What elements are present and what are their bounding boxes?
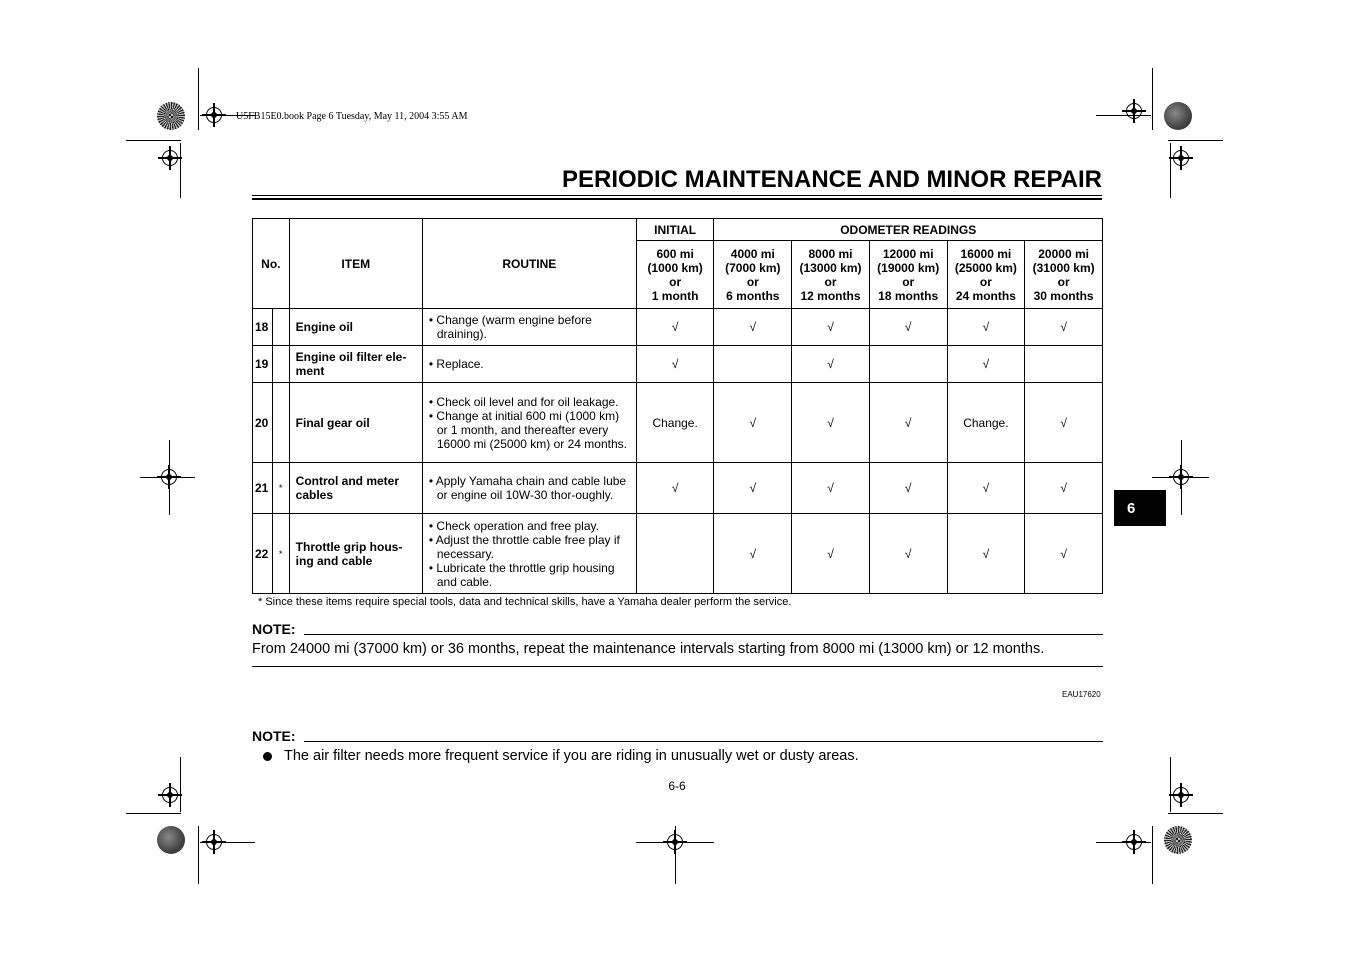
interval-cell: √ (714, 309, 792, 346)
crosshair-icon (1173, 150, 1189, 166)
routine-cell (422, 463, 636, 514)
header-interval-line: (25000 km) (954, 260, 1017, 275)
header-interval-line: or (979, 274, 992, 289)
dealer-mark (272, 309, 289, 346)
item-name: Engine oil (289, 309, 422, 346)
header-interval-line: (19000 km) (877, 260, 940, 275)
item-name: Final gear oil (289, 383, 422, 463)
interval-cell: √ (869, 383, 947, 463)
note-end-rule (252, 666, 1103, 667)
page-title: PERIODIC MAINTENANCE AND MINOR REPAIR (561, 166, 1102, 193)
header-interval-line: 16000 mi (960, 246, 1012, 261)
header-interval-line: (13000 km) (799, 260, 862, 275)
routine-cell (422, 309, 636, 346)
header-interval-line: or (669, 274, 682, 289)
table-row (253, 309, 1103, 346)
table-row (253, 463, 1103, 514)
routine-step: • Apply Yamaha chain and cable lube or engine oil 10W-30 thor-oughly. (426, 474, 633, 502)
table-row (253, 514, 1103, 594)
interval-cell: √ (636, 309, 714, 346)
crosshair-icon (206, 107, 222, 123)
registration-starburst-icon (1164, 826, 1192, 854)
crosshair-icon (1173, 469, 1189, 485)
routine-step: • Adjust the throttle cable free play if necessary. (426, 533, 633, 561)
title-rule-thick (252, 198, 1102, 200)
routine-step: • Check oil level and for oil leakage. (426, 395, 633, 409)
header-interval-line: 20000 mi (1038, 246, 1089, 261)
header-routine: ROUTINE (422, 219, 636, 309)
interval-cell: √ (947, 346, 1025, 383)
crosshair-icon (1173, 787, 1189, 803)
interval-cell: √ (792, 514, 870, 594)
interval-cell: √ (947, 514, 1025, 594)
interval-cell: √ (792, 309, 870, 346)
header-interval-line: (31000 km) (1032, 260, 1095, 275)
header-interval-line: 1 month (651, 288, 699, 303)
header-odometer: ODOMETER READINGS (714, 219, 1103, 241)
routine-cell (422, 514, 636, 594)
maintenance-table (252, 218, 1103, 594)
interval-cell: √ (636, 346, 714, 383)
interval-cell (869, 346, 947, 383)
registration-ball-icon (157, 826, 185, 854)
footnote: * Since these items require special tools, data and technical skills, have a Yamaha dealer perform the service. (258, 596, 792, 608)
item-name: Control and meter cables (289, 463, 422, 514)
header-interval-line: 24 months (955, 288, 1016, 303)
header-interval-line: (1000 km) (647, 260, 703, 275)
interval-cell: Change. (636, 383, 714, 463)
header-interval (947, 241, 1025, 309)
interval-cell: √ (947, 463, 1025, 514)
interval-cell: √ (1025, 383, 1103, 463)
interval-cell: √ (1025, 514, 1103, 594)
header-interval (636, 241, 714, 309)
note-label: NOTE: (252, 728, 296, 744)
row-number: 19 (253, 346, 273, 383)
note-rule (304, 741, 1103, 742)
header-interval (792, 241, 870, 309)
interval-cell: √ (869, 309, 947, 346)
routine-cell (422, 383, 636, 463)
row-number: 22 (253, 514, 273, 594)
interval-cell: √ (947, 309, 1025, 346)
header-interval-line: 6 months (726, 288, 780, 303)
note-label: NOTE: (252, 621, 296, 637)
note-rule (304, 634, 1103, 635)
interval-cell: √ (714, 514, 792, 594)
interval-cell (1025, 346, 1103, 383)
routine-step: • Check operation and free play. (426, 519, 633, 533)
interval-cell: √ (714, 383, 792, 463)
interval-cell: √ (714, 463, 792, 514)
item-name: Engine oil filter ele-ment (289, 346, 422, 383)
header-no: No. (253, 219, 290, 309)
header-interval-line: 18 months (878, 288, 939, 303)
dealer-mark: * (272, 514, 289, 594)
dealer-mark (272, 383, 289, 463)
header-interval-line: (7000 km) (725, 260, 781, 275)
crosshair-icon (162, 787, 178, 803)
routine-step: • Replace. (426, 357, 633, 371)
interval-cell (714, 346, 792, 383)
routine-cell (422, 346, 636, 383)
note-text: The air filter needs more frequent service if you are riding in unusually wet or dusty areas. (284, 748, 859, 764)
table-row (253, 383, 1103, 463)
section-tab: 6 (1114, 490, 1166, 526)
header-interval-line: 30 months (1033, 288, 1094, 303)
crosshair-icon (1126, 103, 1142, 119)
header-interval (869, 241, 947, 309)
note-text: From 24000 mi (37000 km) or 36 months, repeat the maintenance intervals starting from 8000 mi (13000 km) or 12 months. (252, 641, 1045, 657)
crosshair-icon (1126, 834, 1142, 850)
crosshair-icon (206, 834, 222, 850)
crosshair-icon (162, 150, 178, 166)
row-number: 18 (253, 309, 273, 346)
item-name: Throttle grip hous-ing and cable (289, 514, 422, 594)
page-number: 6-6 (668, 779, 686, 793)
crosshair-icon (161, 469, 177, 485)
header-initial: INITIAL (636, 219, 714, 241)
routine-step: • Change (warm engine before draining). (426, 313, 633, 341)
interval-cell: Change. (947, 383, 1025, 463)
interval-cell: √ (636, 463, 714, 514)
header-interval-line: 8000 mi (808, 246, 853, 261)
interval-cell: √ (1025, 309, 1103, 346)
header-interval-line: or (1057, 274, 1070, 289)
crosshair-icon (667, 834, 683, 850)
interval-cell: √ (792, 463, 870, 514)
registration-starburst-icon (157, 102, 185, 130)
row-number: 21 (253, 463, 273, 514)
interval-cell (636, 514, 714, 594)
routine-step: • Lubricate the throttle grip housing and cable. (426, 561, 633, 589)
reference-code: EAU17620 (1062, 690, 1101, 699)
header-interval-line: 12 months (800, 288, 861, 303)
header-interval-line: 4000 mi (730, 246, 775, 261)
row-number: 20 (253, 383, 273, 463)
dealer-mark: * (272, 463, 289, 514)
interval-cell: √ (869, 514, 947, 594)
header-interval-line: or (824, 274, 837, 289)
bullet-icon (263, 752, 272, 761)
book-info: U5FB15E0.book Page 6 Tuesday, May 11, 2004 3:55 AM (236, 111, 468, 122)
header-interval (1025, 241, 1103, 309)
table-row (253, 346, 1103, 383)
header-item: ITEM (289, 219, 422, 309)
interval-cell: √ (792, 383, 870, 463)
title-rule (252, 195, 1102, 196)
routine-step: • Change at initial 600 mi (1000 km) or 1 month, and thereafter every 16000 mi (25000 km) or 24 months. (426, 409, 633, 451)
header-interval-line: 12000 mi (882, 246, 934, 261)
header-interval-line: 600 mi (656, 246, 694, 261)
header-interval (714, 241, 792, 309)
interval-cell: √ (1025, 463, 1103, 514)
dealer-mark (272, 346, 289, 383)
header-interval-line: or (902, 274, 915, 289)
interval-cell: √ (869, 463, 947, 514)
registration-ball-icon (1164, 102, 1192, 130)
interval-cell: √ (792, 346, 870, 383)
header-interval-line: or (746, 274, 759, 289)
